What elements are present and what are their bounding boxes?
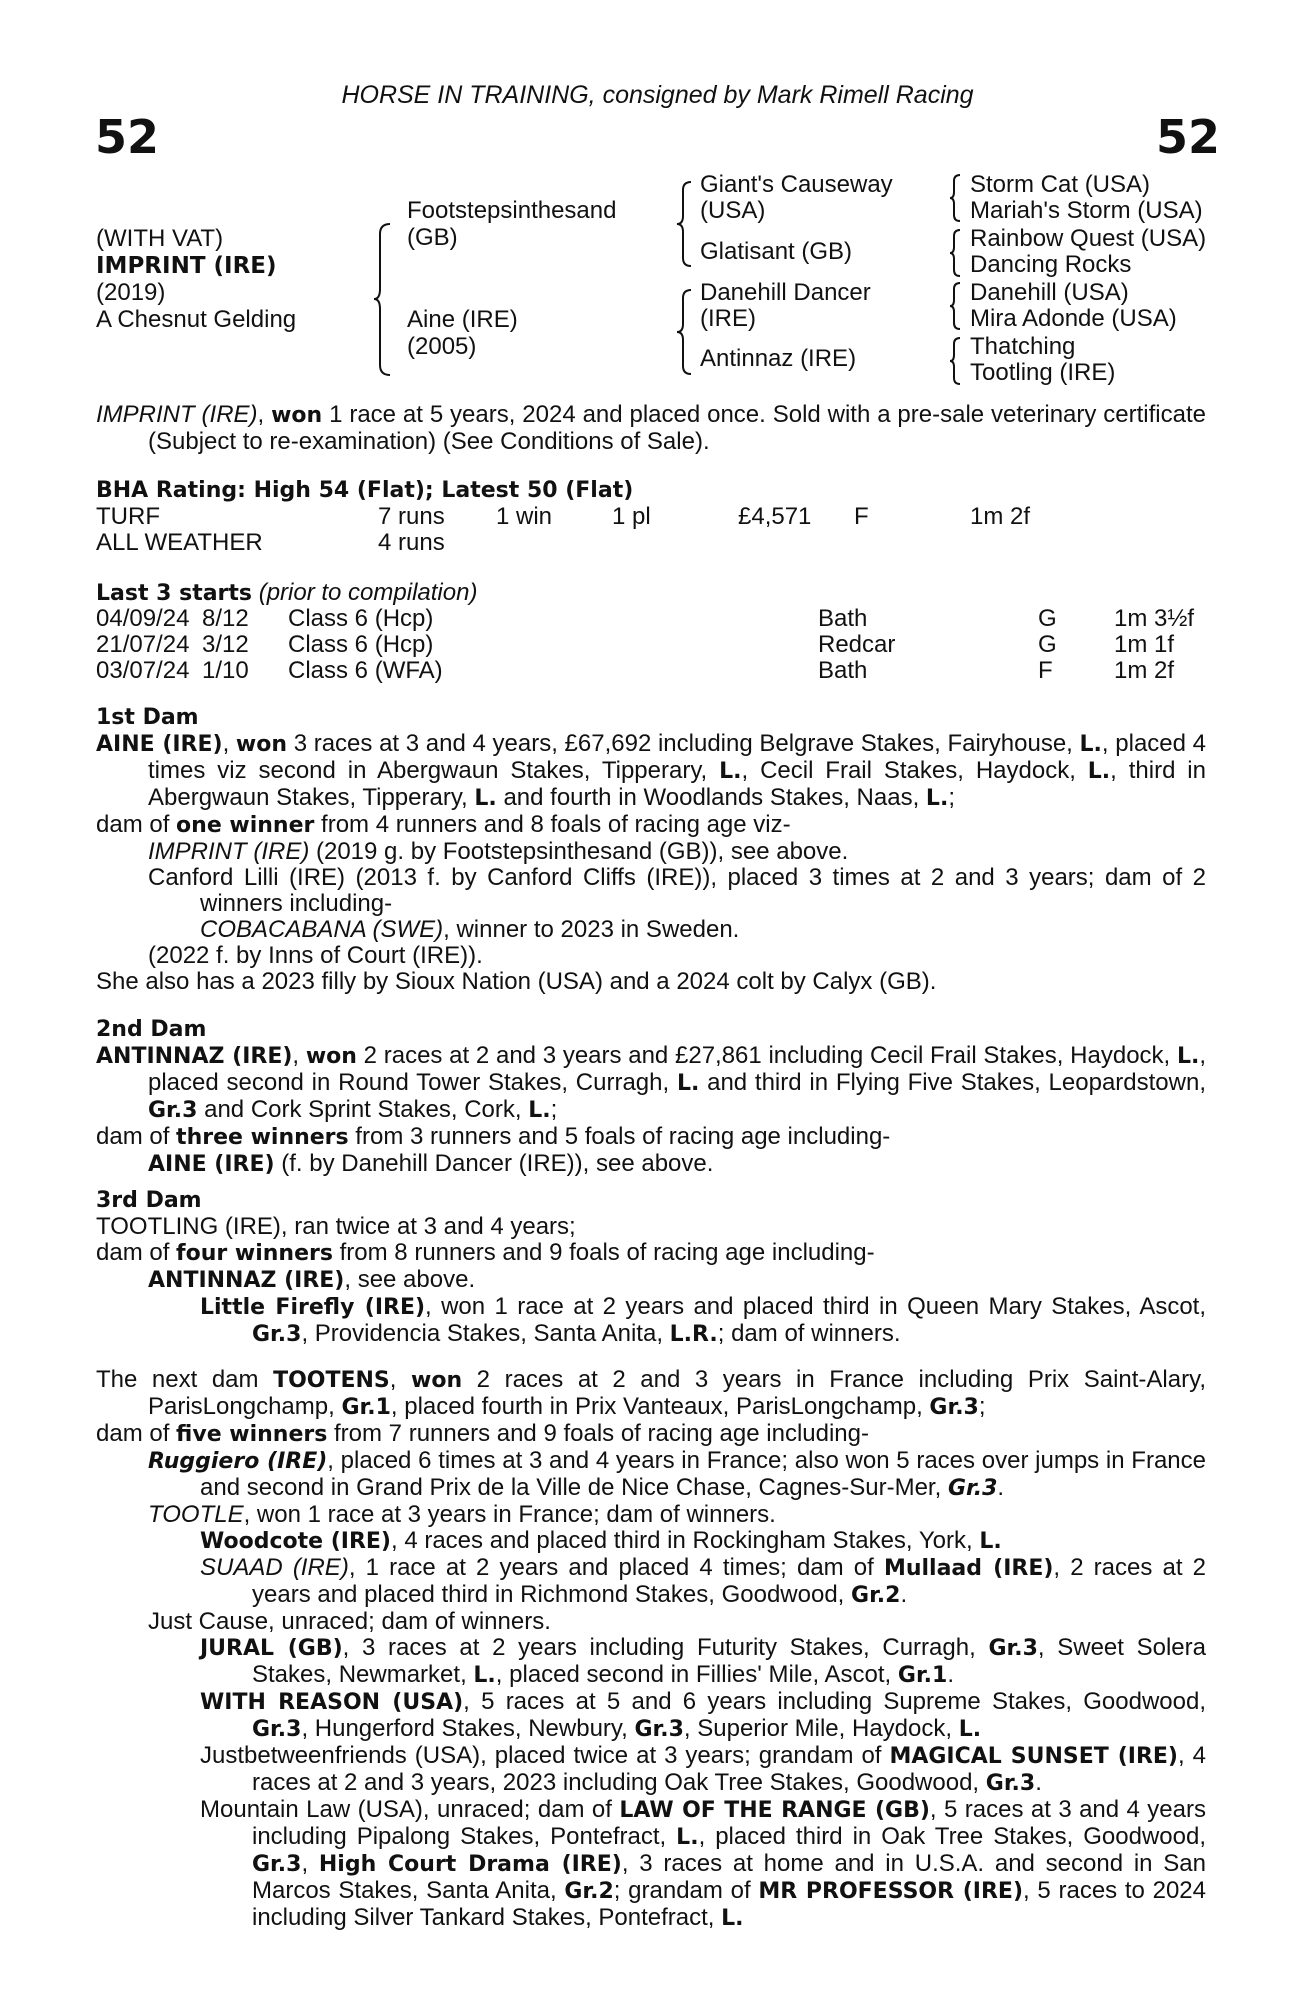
pedigree-brace-dd — [948, 336, 962, 386]
list-item — [96, 1294, 1206, 1348]
pedigree-ddd: Tootling (IRE) — [970, 359, 1116, 386]
list-item — [96, 1267, 1206, 1294]
start-going: G — [1038, 605, 1057, 632]
listed-label: L. — [676, 1071, 700, 1096]
produce-text: , Hungerford Stakes, Newbury, — [301, 1715, 635, 1742]
listed-label: L. — [979, 1529, 1002, 1554]
group-label: Gr.3 — [988, 1636, 1038, 1661]
start-class: Class 6 (Hcp) — [288, 605, 434, 632]
first-dam-also: She also has a 2023 filly by Sioux Nation (USA) and a 2024 colt by Calyx (GB). — [96, 968, 937, 995]
pedigree-ss-line2: (USA) — [700, 197, 766, 224]
produce-text: Justbetweenfriends (USA), placed twice at 3 years; grandam of — [200, 1742, 890, 1769]
pedigree-brace-ss — [948, 173, 962, 223]
rating-surface: TURF — [96, 503, 160, 530]
first-dam-section — [96, 705, 1206, 995]
produce-text: , won 1 race at 3 years in France; dam of winners. — [243, 1501, 776, 1528]
record-text: from 4 runners and 8 foals of racing age viz- — [314, 811, 791, 838]
produce-text: , placed 6 times at 3 and 4 years in France; also won 5 races over jumps in France and second in Grand Prix de la Ville de Nice Chase, Cagnes-Sur-Mer, — [200, 1447, 1206, 1501]
rating-row-aw — [96, 530, 1206, 556]
group-label: Gr.1 — [341, 1395, 391, 1420]
horse-name: IMPRINT (IRE) — [96, 253, 277, 279]
winners-count: one winner — [176, 813, 315, 838]
start-class: Class 6 (WFA) — [288, 657, 443, 684]
rating-places: 1 pl — [612, 503, 651, 530]
pedigree-brace-main — [372, 222, 392, 377]
listed-label: L. — [528, 1098, 551, 1123]
produce-text: , 3 races at 2 years including Futurity Stakes, Curragh, — [342, 1634, 989, 1661]
won-label: won — [235, 732, 288, 757]
first-dam-produce-intro — [96, 812, 1206, 839]
produce-text: , 5 races to 2024 including Silver Tankard Stakes, Pontefract, — [252, 1877, 1206, 1931]
group-label: Gr.2 — [851, 1583, 901, 1608]
race-summary: IMPRINT (IRE), won 1 race at 5 years, 2024 and placed once. Sold with a pre-sale veterinary certificate (Subject to re-examination) (See Conditions of Sale). — [96, 401, 1206, 455]
second-dam-produce-intro — [96, 1124, 1206, 1151]
produce-text: , 5 races at 5 and 6 years including Supreme Stakes, Goodwood, — [463, 1688, 1206, 1715]
produce-text: , 4 races at 2 and 3 years, 2023 including Oak Tree Stakes, Goodwood, — [252, 1742, 1206, 1796]
list-item — [96, 1448, 1206, 1502]
produce-name: IMPRINT (IRE) — [148, 838, 310, 865]
pedigree-ss-line1: Giant's Causeway — [700, 171, 893, 198]
dam-name: TOOTENS — [273, 1368, 390, 1393]
start-position: 1/10 — [202, 657, 249, 684]
produce-name: MR PROFESSOR (IRE) — [758, 1879, 1024, 1904]
record-text: and third in Flying Five Stakes, Leopardstown, — [699, 1069, 1206, 1096]
listed-label: L. — [958, 1717, 982, 1742]
record-text: from 7 runners and 9 foals of racing age including- — [327, 1420, 869, 1447]
produce-name: MAGICAL SUNSET (IRE) — [889, 1744, 1178, 1769]
won-label: won — [305, 1044, 357, 1069]
produce-text: . — [1035, 1769, 1042, 1796]
first-dam-record: AINE (IRE), won 3 races at 3 and 4 years, £67,692 including Belgrave Stakes, Fairyhouse, L., placed 4 times viz second in Abergwaun Stakes, Tipperary, L., Cecil Frail Stakes, Haydock, L., third in Abergwaun Stakes, Tipperary, L. and fourth in Woodlands Stakes, Naas, L.; — [96, 730, 1206, 811]
produce-name: Woodcote (IRE) — [200, 1529, 391, 1554]
produce-text: Mountain Law (USA), unraced; dam of — [200, 1796, 620, 1823]
produce-name: JURAL (GB) — [200, 1636, 343, 1661]
start-date: 21/07/24 — [96, 631, 190, 658]
won-label: won — [411, 1368, 463, 1393]
group-label: Gr.3 — [634, 1717, 684, 1742]
group-label: Gr.3 — [985, 1771, 1036, 1796]
next-dam-section — [96, 1367, 1206, 1932]
record-text: 2 races at 2 and 3 years in France including Prix Saint-Alary, ParisLongchamp, — [148, 1366, 1206, 1420]
list-item: Just Cause, unraced; dam of winners. — [148, 1608, 551, 1635]
record-text: , third in Abergwaun Stakes, Tipperary, — [148, 757, 1206, 811]
produce-text: . — [900, 1581, 908, 1608]
list-item — [96, 1635, 1206, 1689]
produce-text: , placed third in Oak Tree Stakes, Goodwood, — [698, 1823, 1207, 1850]
list-item — [96, 1797, 1206, 1932]
pedigree-sds: Rainbow Quest (USA) — [970, 225, 1207, 252]
pedigree-dd: Antinnaz (IRE) — [700, 345, 857, 372]
start-position: 3/12 — [202, 631, 249, 658]
produce-text: Canford Lilli (IRE) (2013 f. by Canford Cliffs (IRE)), placed 3 times at 2 and 3 years; dam of 2 winners including- — [148, 864, 1206, 917]
group-label: Gr.3 — [252, 1717, 302, 1742]
produce-text: , 3 races at home and in U.S.A. and second in San Marcos Stakes, Santa Anita, — [252, 1850, 1207, 1904]
produce-text: . — [947, 1661, 954, 1688]
record-text: , placed fourth in Prix Vanteaux, ParisLongchamp, — [390, 1393, 930, 1420]
start-distance: 1m 3½f — [1114, 605, 1195, 632]
produce-text: , placed second in Fillies' Mile, Ascot, — [495, 1661, 898, 1688]
listed-label: L. — [473, 1663, 496, 1688]
record-text: , Cecil Frail Stakes, Haydock, — [741, 757, 1088, 784]
pedigree-sire-line1: Footstepsinthesand — [407, 197, 617, 224]
lot-number-right: 52 — [1155, 110, 1220, 164]
third-dam-heading: 3rd Dam — [96, 1188, 202, 1213]
record-text: , placed second in Round Tower Stakes, Curragh, — [148, 1042, 1206, 1096]
horse-year: (2019) — [96, 279, 166, 306]
second-dam-record: ANTINNAZ (IRE), won 2 races at 2 and 3 years and £27,861 including Cecil Frail Stakes, Haydock, L., placed second in Round Tower Stakes, Curragh, L. and third in Flying Five Stakes, Leopardstown, Gr.3 and Cork Sprint Stakes, Cork, L.; — [96, 1042, 1206, 1123]
next-dam-record: The next dam TOOTENS, won 2 races at 2 and 3 years in France including Prix Saint-Alary, ParisLongchamp, Gr.1, placed fourth in Prix Vanteaux, ParisLongchamp, Gr.3; — [96, 1366, 1206, 1420]
start-going: G — [1038, 631, 1057, 658]
produce-text: , winner to 2023 in Sweden. — [443, 916, 740, 943]
produce-name: SUAAD (IRE) — [200, 1554, 349, 1581]
record-text: , placed 4 times viz second in Abergwaun Stakes, Tipperary, — [148, 730, 1206, 784]
winners-count: three winners — [176, 1125, 349, 1150]
pedigree-brace-dam — [675, 288, 693, 376]
pedigree-sss: Storm Cat (USA) — [970, 171, 1151, 198]
pedigree-sd: Glatisant (GB) — [700, 238, 853, 265]
record-text: dam of — [96, 1123, 177, 1150]
rating-runs: 7 runs — [378, 503, 445, 530]
pedigree-dss: Danehill (USA) — [970, 279, 1129, 306]
listed-label: L. — [721, 1906, 744, 1931]
pedigree-brace-sd — [948, 228, 962, 278]
produce-name: Mullaad (IRE) — [883, 1556, 1054, 1581]
record-text: dam of — [96, 1239, 177, 1266]
start-going: F — [1038, 657, 1053, 684]
second-dam-section — [96, 1017, 1206, 1178]
list-item — [96, 839, 1206, 865]
pedigree-sire-line2: (GB) — [407, 224, 458, 251]
produce-name: AINE (IRE) — [148, 1152, 275, 1177]
first-dam-heading: 1st Dam — [96, 705, 199, 730]
record-text: from 3 runners and 5 foals of racing age including- — [348, 1123, 891, 1150]
start-distance: 1m 1f — [1114, 631, 1175, 658]
record-text: ; — [978, 1393, 986, 1420]
dam-name: ANTINNAZ (IRE) — [96, 1044, 293, 1069]
produce-name: LAW OF THE RANGE (GB) — [619, 1798, 930, 1823]
rating-row-turf — [96, 504, 1206, 530]
pedigree-ds-line1: Danehill Dancer — [700, 279, 871, 306]
pedigree-dsd: Mira Adonde (USA) — [970, 305, 1177, 332]
record-text: from 8 runners and 9 foals of racing age including- — [332, 1239, 875, 1266]
produce-text: , Sweet Solera Stakes, Newmarket, — [252, 1634, 1206, 1688]
list-item — [96, 917, 1206, 943]
produce-name: Ruggiero (IRE) — [148, 1449, 328, 1474]
rating-wins: 1 win — [496, 503, 553, 530]
produce-name: TOOTLE — [148, 1501, 244, 1528]
produce-name: COBACABANA (SWE) — [200, 916, 444, 943]
produce-text: , see above. — [344, 1266, 476, 1293]
start-course: Bath — [818, 605, 868, 632]
list-item — [96, 1689, 1206, 1743]
produce-text: , Providencia Stakes, Santa Anita, — [301, 1320, 670, 1347]
list-item — [96, 1528, 1206, 1555]
start-date: 04/09/24 — [96, 605, 190, 632]
list-item — [96, 943, 1206, 969]
produce-text: , won 1 race at 2 years and placed third in Queen Mary Stakes, Ascot, — [425, 1293, 1207, 1320]
record-text: ; — [948, 784, 955, 811]
record-text: dam of — [96, 811, 177, 838]
group-label: Gr.3 — [929, 1395, 979, 1420]
summary-text: 1 race at 5 years, 2024 and placed once. Sold with a pre-sale veterinary certificate (Subject to re-examination) (See Conditions of Sale). — [148, 401, 1206, 455]
produce-text: , 5 races at 3 and 4 years including Pipalong Stakes, Pontefract, — [252, 1796, 1206, 1850]
dam-name: AINE (IRE) — [96, 732, 223, 757]
table-row — [96, 658, 1206, 684]
start-position: 8/12 — [202, 605, 249, 632]
rating-runs: 4 runs — [378, 529, 445, 556]
rating-going: F — [854, 503, 869, 530]
lot-number-left: 52 — [95, 110, 160, 164]
last-starts-table — [96, 606, 1206, 684]
third-dam-section — [96, 1188, 1206, 1348]
pedigree-sdd: Dancing Rocks — [970, 251, 1132, 278]
listed-label: L. — [925, 786, 949, 811]
rating-table — [96, 504, 1206, 556]
vat-label: (WITH VAT) — [96, 225, 224, 252]
list-item — [96, 1151, 1206, 1178]
record-text: The next dam — [96, 1366, 274, 1393]
pedigree-brace-ds — [948, 281, 962, 331]
next-dam-produce-intro — [96, 1421, 1206, 1448]
summary-won: won — [271, 403, 323, 428]
rating-surface: ALL WEATHER — [96, 529, 263, 556]
produce-text: (2019 g. by Footstepsinthesand (GB)), see above. — [309, 838, 849, 865]
group-label: Gr.3 — [252, 1322, 302, 1347]
second-dam-heading: 2nd Dam — [96, 1017, 207, 1042]
group-label: Gr.3 — [252, 1852, 302, 1877]
catalogue-header: HORSE IN TRAINING, consigned by Mark Rimell Racing — [341, 81, 974, 109]
produce-name: WITH REASON (USA) — [200, 1690, 464, 1715]
list-item — [96, 1555, 1206, 1609]
record-text: and fourth in Woodlands Stakes, Naas, — [496, 784, 926, 811]
produce-text: , 1 race at 2 years and placed 4 times; dam of — [348, 1554, 884, 1581]
record-text: and Cork Sprint Stakes, Cork, — [197, 1096, 529, 1123]
rating-distance: 1m 2f — [970, 503, 1031, 530]
produce-text: , 4 races and placed third in Rockingham Stakes, York, — [390, 1527, 980, 1554]
record-text: 3 races at 3 and 4 years, £67,692 including Belgrave Stakes, Fairyhouse, — [287, 730, 1080, 757]
pedigree-ds-line2: (IRE) — [700, 305, 756, 332]
list-item — [96, 1502, 1206, 1528]
listed-label: L. — [474, 786, 497, 811]
pedigree-brace-sire — [675, 180, 693, 268]
third-dam-record: TOOTLING (IRE), ran twice at 3 and 4 years; — [96, 1213, 576, 1240]
record-text: dam of — [96, 1420, 177, 1447]
last-starts-note: (prior to compilation) — [252, 579, 478, 606]
start-course: Redcar — [818, 631, 896, 658]
pedigree-dds: Thatching — [970, 333, 1076, 360]
produce-text: (2022 f. by Inns of Court (IRE)). — [148, 942, 483, 969]
record-text: 2 races at 2 and 3 years and £27,861 including Cecil Frail Stakes, Haydock, — [356, 1042, 1177, 1069]
listed-label: L. — [1087, 759, 1111, 784]
summary-horse-name: IMPRINT (IRE) — [96, 401, 258, 428]
winners-count: five winners — [176, 1422, 328, 1447]
pedigree-dam-line2: (2005) — [407, 333, 477, 360]
group-label: Gr.1 — [897, 1663, 948, 1688]
rating-prize: £4,571 — [738, 503, 812, 530]
record-text: ; — [550, 1096, 558, 1123]
produce-text: ; grandam of — [613, 1877, 759, 1904]
produce-name: ANTINNAZ (IRE) — [148, 1268, 345, 1293]
winners-count: four winners — [176, 1241, 333, 1266]
table-row — [96, 606, 1206, 632]
pedigree-ssd: Mariah's Storm (USA) — [970, 197, 1203, 224]
listed-label: L. — [719, 759, 742, 784]
group-label: Gr.2 — [564, 1879, 614, 1904]
list-item — [96, 865, 1206, 917]
produce-text: ; dam of winners. — [717, 1320, 901, 1347]
produce-name: High Court Drama (IRE) — [318, 1852, 622, 1877]
produce-text: , Superior Mile, Haydock, — [683, 1715, 959, 1742]
bha-rating-heading: BHA Rating: High 54 (Flat); Latest 50 (Flat) — [96, 478, 634, 503]
listed-label: L. — [676, 1825, 699, 1850]
list-item — [96, 1743, 1206, 1797]
produce-name: Little Firefly (IRE) — [200, 1295, 426, 1320]
produce-text: . — [997, 1474, 1005, 1501]
horse-description: A Chesnut Gelding — [96, 306, 297, 333]
third-dam-produce-intro — [96, 1240, 1206, 1267]
last-starts-heading — [96, 580, 477, 607]
produce-text: , — [301, 1850, 319, 1877]
pedigree-dam-line1: Aine (IRE) — [407, 306, 518, 333]
start-date: 03/07/24 — [96, 657, 190, 684]
group-label: Gr.3 — [148, 1098, 198, 1123]
produce-text: (f. by Danehill Dancer (IRE)), see above. — [274, 1150, 714, 1177]
start-class: Class 6 (Hcp) — [288, 631, 434, 658]
group-label: Gr.3 — [947, 1476, 998, 1501]
start-course: Bath — [818, 657, 868, 684]
listed-label: L.R. — [669, 1322, 718, 1347]
last-starts-title: Last 3 starts — [96, 581, 253, 606]
table-row — [96, 632, 1206, 658]
produce-text: , 2 races at 2 years and placed third in Richmond Stakes, Goodwood, — [252, 1554, 1206, 1608]
listed-label: L. — [1176, 1044, 1200, 1069]
start-distance: 1m 2f — [1114, 657, 1175, 684]
listed-label: L. — [1079, 732, 1102, 757]
